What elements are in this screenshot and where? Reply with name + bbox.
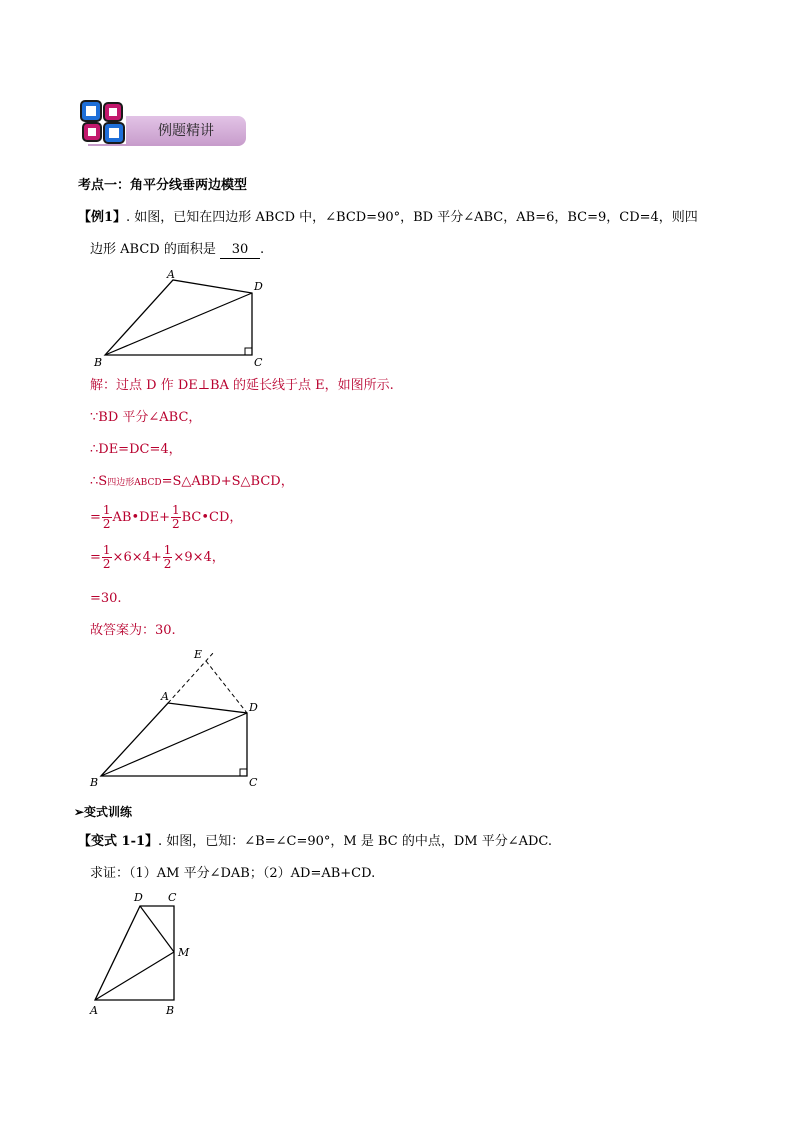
label-C: C — [168, 891, 177, 904]
label-D: D — [254, 280, 263, 293]
label-A: A — [167, 268, 175, 281]
section-banner — [78, 98, 250, 148]
product-2: BC•CD， — [181, 510, 243, 525]
solution-line-1: 解：过点 D 作 DE⊥BA 的延长线于点 E，如图所示. — [90, 378, 394, 393]
area-symbol: ∴S — [90, 474, 108, 489]
banner-label: 例题精讲 — [158, 123, 214, 139]
figure-quadrilateral — [88, 266, 278, 368]
banner-underline — [88, 144, 228, 146]
label-B: B — [90, 776, 99, 789]
numeric-1: ×6×4+ — [112, 550, 162, 565]
product-1: AB•DE+ — [112, 510, 170, 525]
grid-logo-icon — [78, 98, 130, 148]
figure-quadrilateral-with-perpendicular — [84, 644, 280, 792]
label-E: E — [194, 648, 203, 661]
solution-line-6 — [90, 544, 225, 571]
label-M: M — [178, 946, 190, 959]
fraction-half: $\frac{1}{2}$ — [102, 543, 111, 571]
solution-line-3: ∴DE=DC=4， — [90, 442, 182, 457]
equals-sign: = — [90, 550, 101, 565]
area-subscript: 四边形ABCD — [107, 478, 162, 488]
example-tag: 【例1】 — [78, 210, 127, 225]
example-text-2: 边形 ABCD 的面积是 — [90, 242, 216, 257]
label-B: B — [166, 1004, 175, 1017]
example-text-2-end: . — [259, 242, 265, 257]
fraction-half: $\frac{1}{2}$ — [102, 503, 111, 531]
example-text-1: . 如图，已知在四边形 ABCD 中，∠BCD=90°，BD 平分∠ABC，AB=6，BC=9，CD=4，则四 — [126, 210, 698, 225]
label-B: B — [94, 356, 103, 368]
fraction-half: $\frac{1}{2}$ — [163, 543, 172, 571]
solution-line-5 — [90, 504, 242, 531]
label-C: C — [249, 776, 258, 789]
label-D: D — [249, 701, 258, 714]
answer-blank: 30 — [220, 242, 260, 259]
variant-tag: 【变式 1-1】 — [78, 834, 159, 849]
solution-line-7: =30. — [90, 591, 122, 606]
label-D: D — [134, 891, 143, 904]
label-C: C — [254, 356, 263, 368]
label-A: A — [90, 1004, 98, 1017]
solution-line-2: ∵BD 平分∠ABC， — [90, 410, 202, 425]
variant-heading: ➢变式训练 — [74, 805, 133, 819]
numeric-2: ×9×4， — [173, 550, 225, 565]
figure-trapezoid — [84, 886, 204, 1022]
section-title: 考点一：角平分线垂两边模型 — [78, 178, 248, 193]
variant-question-line2: 求证：（1）AM 平分∠DAB；（2）AD=AB+CD. — [90, 866, 376, 881]
example-question-line2 — [90, 242, 264, 259]
fraction-half: $\frac{1}{2}$ — [171, 503, 180, 531]
variant-text-1: . 如图，已知：∠B=∠C=90°，M 是 BC 的中点，DM 平分∠ADC. — [158, 834, 553, 849]
example-question-line1 — [78, 210, 698, 226]
area-sum: =S△ABD+S△BCD， — [161, 474, 294, 489]
label-A: A — [161, 690, 169, 703]
solution-line-4 — [90, 474, 294, 491]
solution-line-8: 故答案为：30. — [90, 623, 176, 638]
equals-sign: = — [90, 510, 101, 525]
variant-question-line1 — [78, 834, 552, 850]
